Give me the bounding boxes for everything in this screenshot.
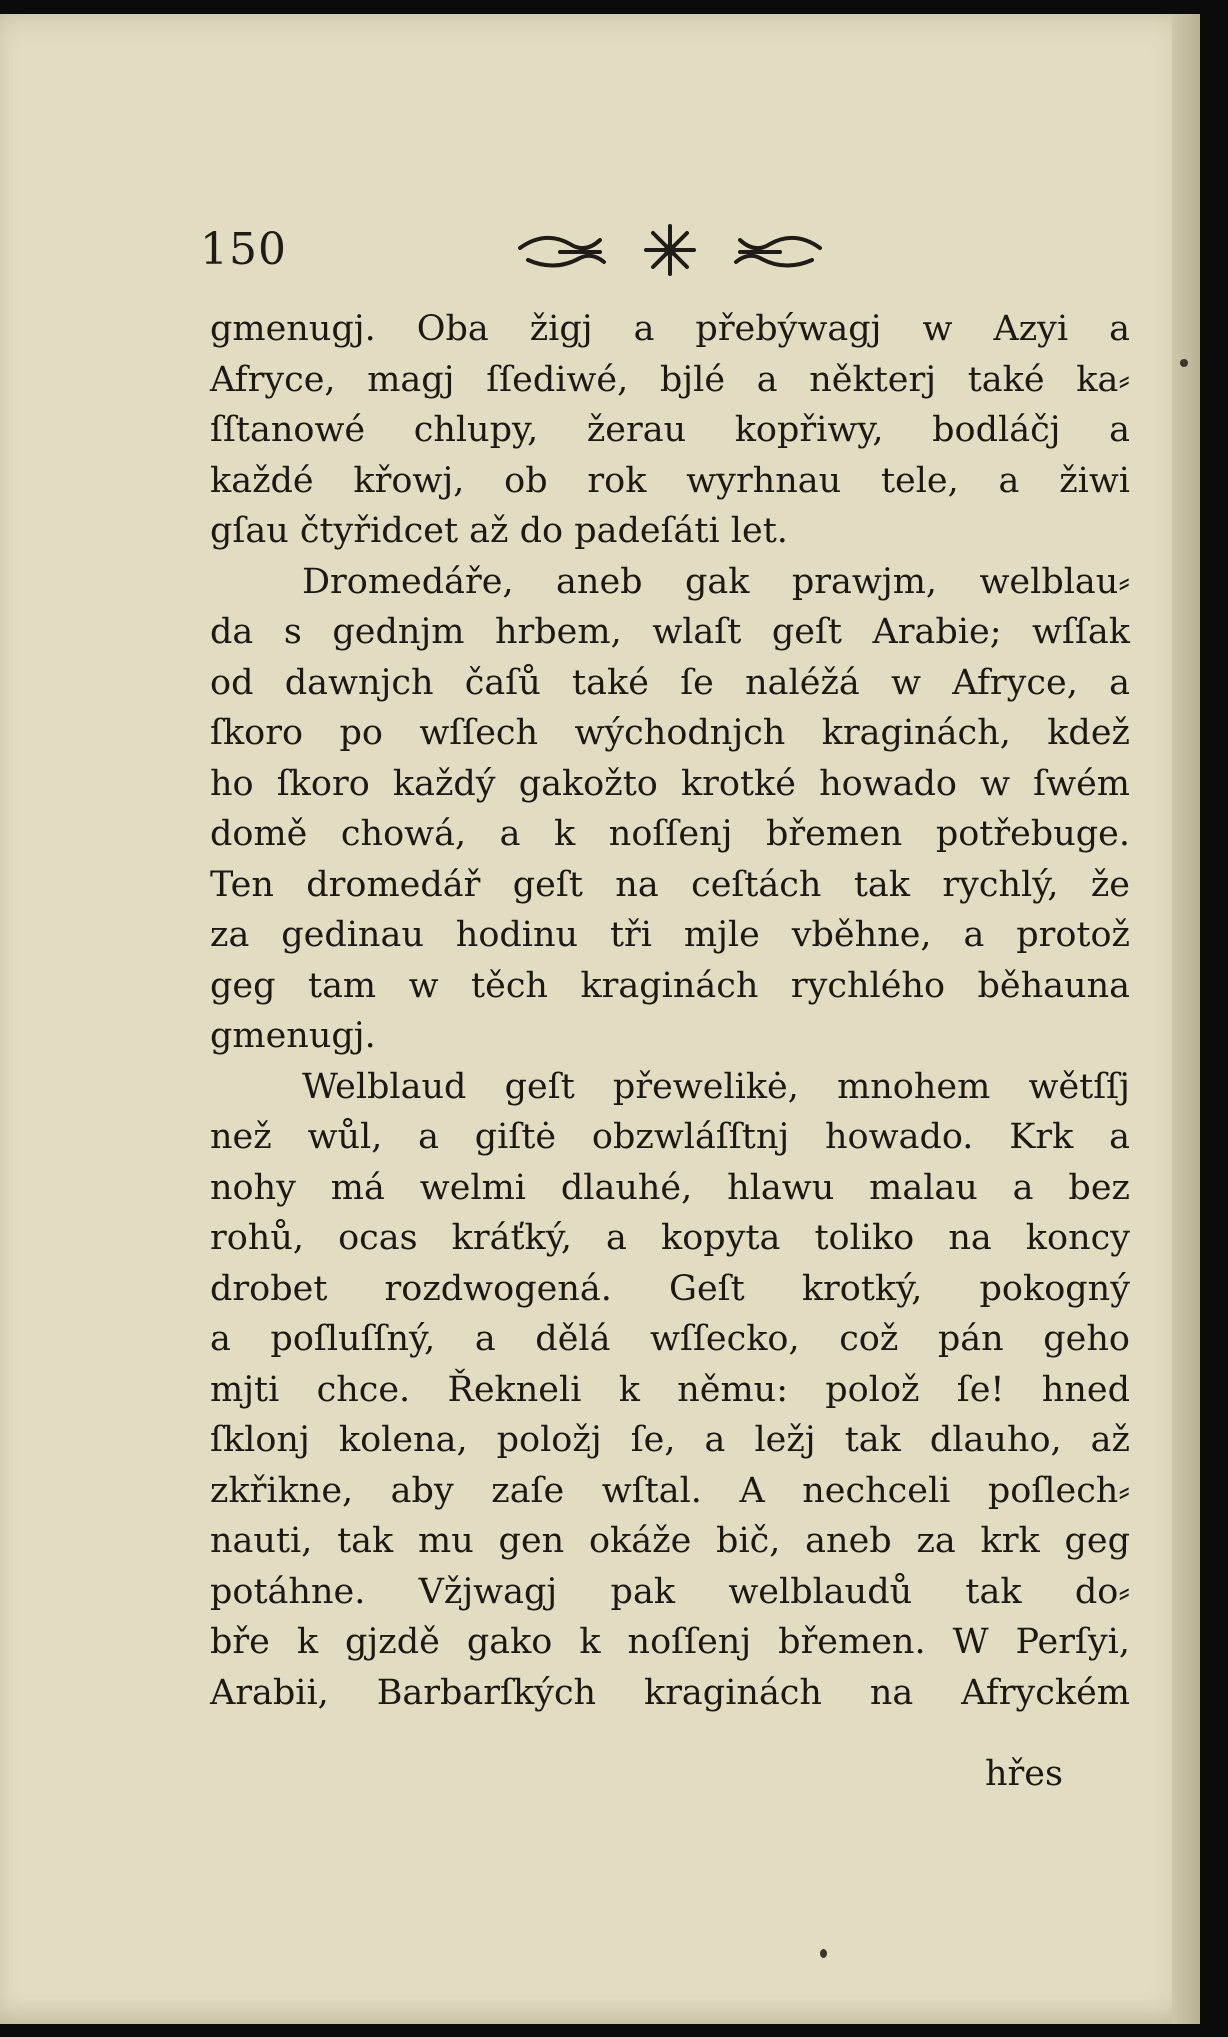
catchword: hřes	[985, 1754, 1063, 1794]
text-line: gſau čtyřidcet až do padeſáti let.	[210, 511, 788, 551]
text-line: geg tam w těch kraginách rychlého běhauna	[210, 965, 1130, 1006]
paper-speck	[1180, 359, 1188, 367]
text-line: potáhne. Vžjwagj pak welblaudů tak do⸗	[210, 1571, 1130, 1612]
text-line: zkřikne, aby zaſe wſtal. A nechceli poſlech⸗	[210, 1470, 1130, 1511]
text-line: nohy má welmi dlauhé, hlawu malau a bez	[210, 1167, 1130, 1208]
text-line: nauti, tak mu gen okáže bič, aneb za krk geg	[210, 1521, 1130, 1561]
text-line: bře k gjzdě gako k noſſenj břemen. W Perſyi,	[210, 1622, 1130, 1662]
text-line: drobet rozdwogená. Geſt krotký, pokogný	[210, 1268, 1130, 1309]
text-line: ho ſkoro každý gakožto krotké howado w ſwém	[210, 763, 1130, 804]
text-line: ſkoro po wſſech wýchodnjch kraginách, kdež	[210, 713, 1130, 753]
page-number: 150	[200, 224, 287, 275]
text-line: každé křowj, ob rok wyrhnau tele, a žiwi	[210, 460, 1130, 501]
text-line: od dawnjch čaſů také ſe naléžá w Afrycе, a	[210, 662, 1130, 703]
text-line: Arabii, Barbarſkých kraginách na Afryckém	[210, 1672, 1130, 1713]
paper-speck	[820, 1949, 827, 1958]
page-spine-shadow	[1172, 14, 1200, 2024]
text-line: Ten dromedář geſt na ceſtách tak rychlý, že	[210, 864, 1130, 905]
text-line: domě chowá, a k noſſenj břemen potřebuge.	[210, 814, 1130, 854]
text-line: ſklonj kolena, položj ſe, a ležj tak dlauho, až	[210, 1420, 1130, 1460]
text-line: gmenugj.	[210, 1016, 376, 1056]
text-line: než wůl, a giſtė obzwláſſtnj howado. Krk a	[210, 1117, 1130, 1157]
text-line: Dromedáře, aneb gak prawjm, welblau⸗	[302, 561, 1130, 602]
text-line: mjti chce. Řekneli k němu: polož ſe! hned	[210, 1369, 1130, 1410]
book-page	[0, 14, 1200, 2024]
text-line: ſſtanowé chlupy, žerau kopřiwy, bodláčj a	[210, 410, 1130, 450]
text-line: da s gednjm hrbem, wlaſt geſt Arabie; wſſak	[210, 612, 1130, 652]
page-header	[200, 214, 1120, 284]
text-line: Afrycе, magj ſſediwé, bjlé a některj také ka⸗	[210, 359, 1130, 400]
text-line: za gedinau hodinu tři mjle vběhne, a protož	[210, 915, 1130, 955]
text-line: gmenugj. Oba žigj a přebýwagj w Azyi a	[210, 309, 1130, 349]
text-line: a poſluſſný, a dělá wſſecko, což pán geho	[210, 1319, 1130, 1359]
body-text	[210, 304, 1130, 1718]
printer-ornament-icon	[500, 214, 840, 284]
text-line: rohů, ocas kráťký, a kopyta toliko na koncy	[210, 1218, 1130, 1258]
text-line: Welblaud geſt přewelikė, mnohem wětſſj	[302, 1066, 1130, 1107]
